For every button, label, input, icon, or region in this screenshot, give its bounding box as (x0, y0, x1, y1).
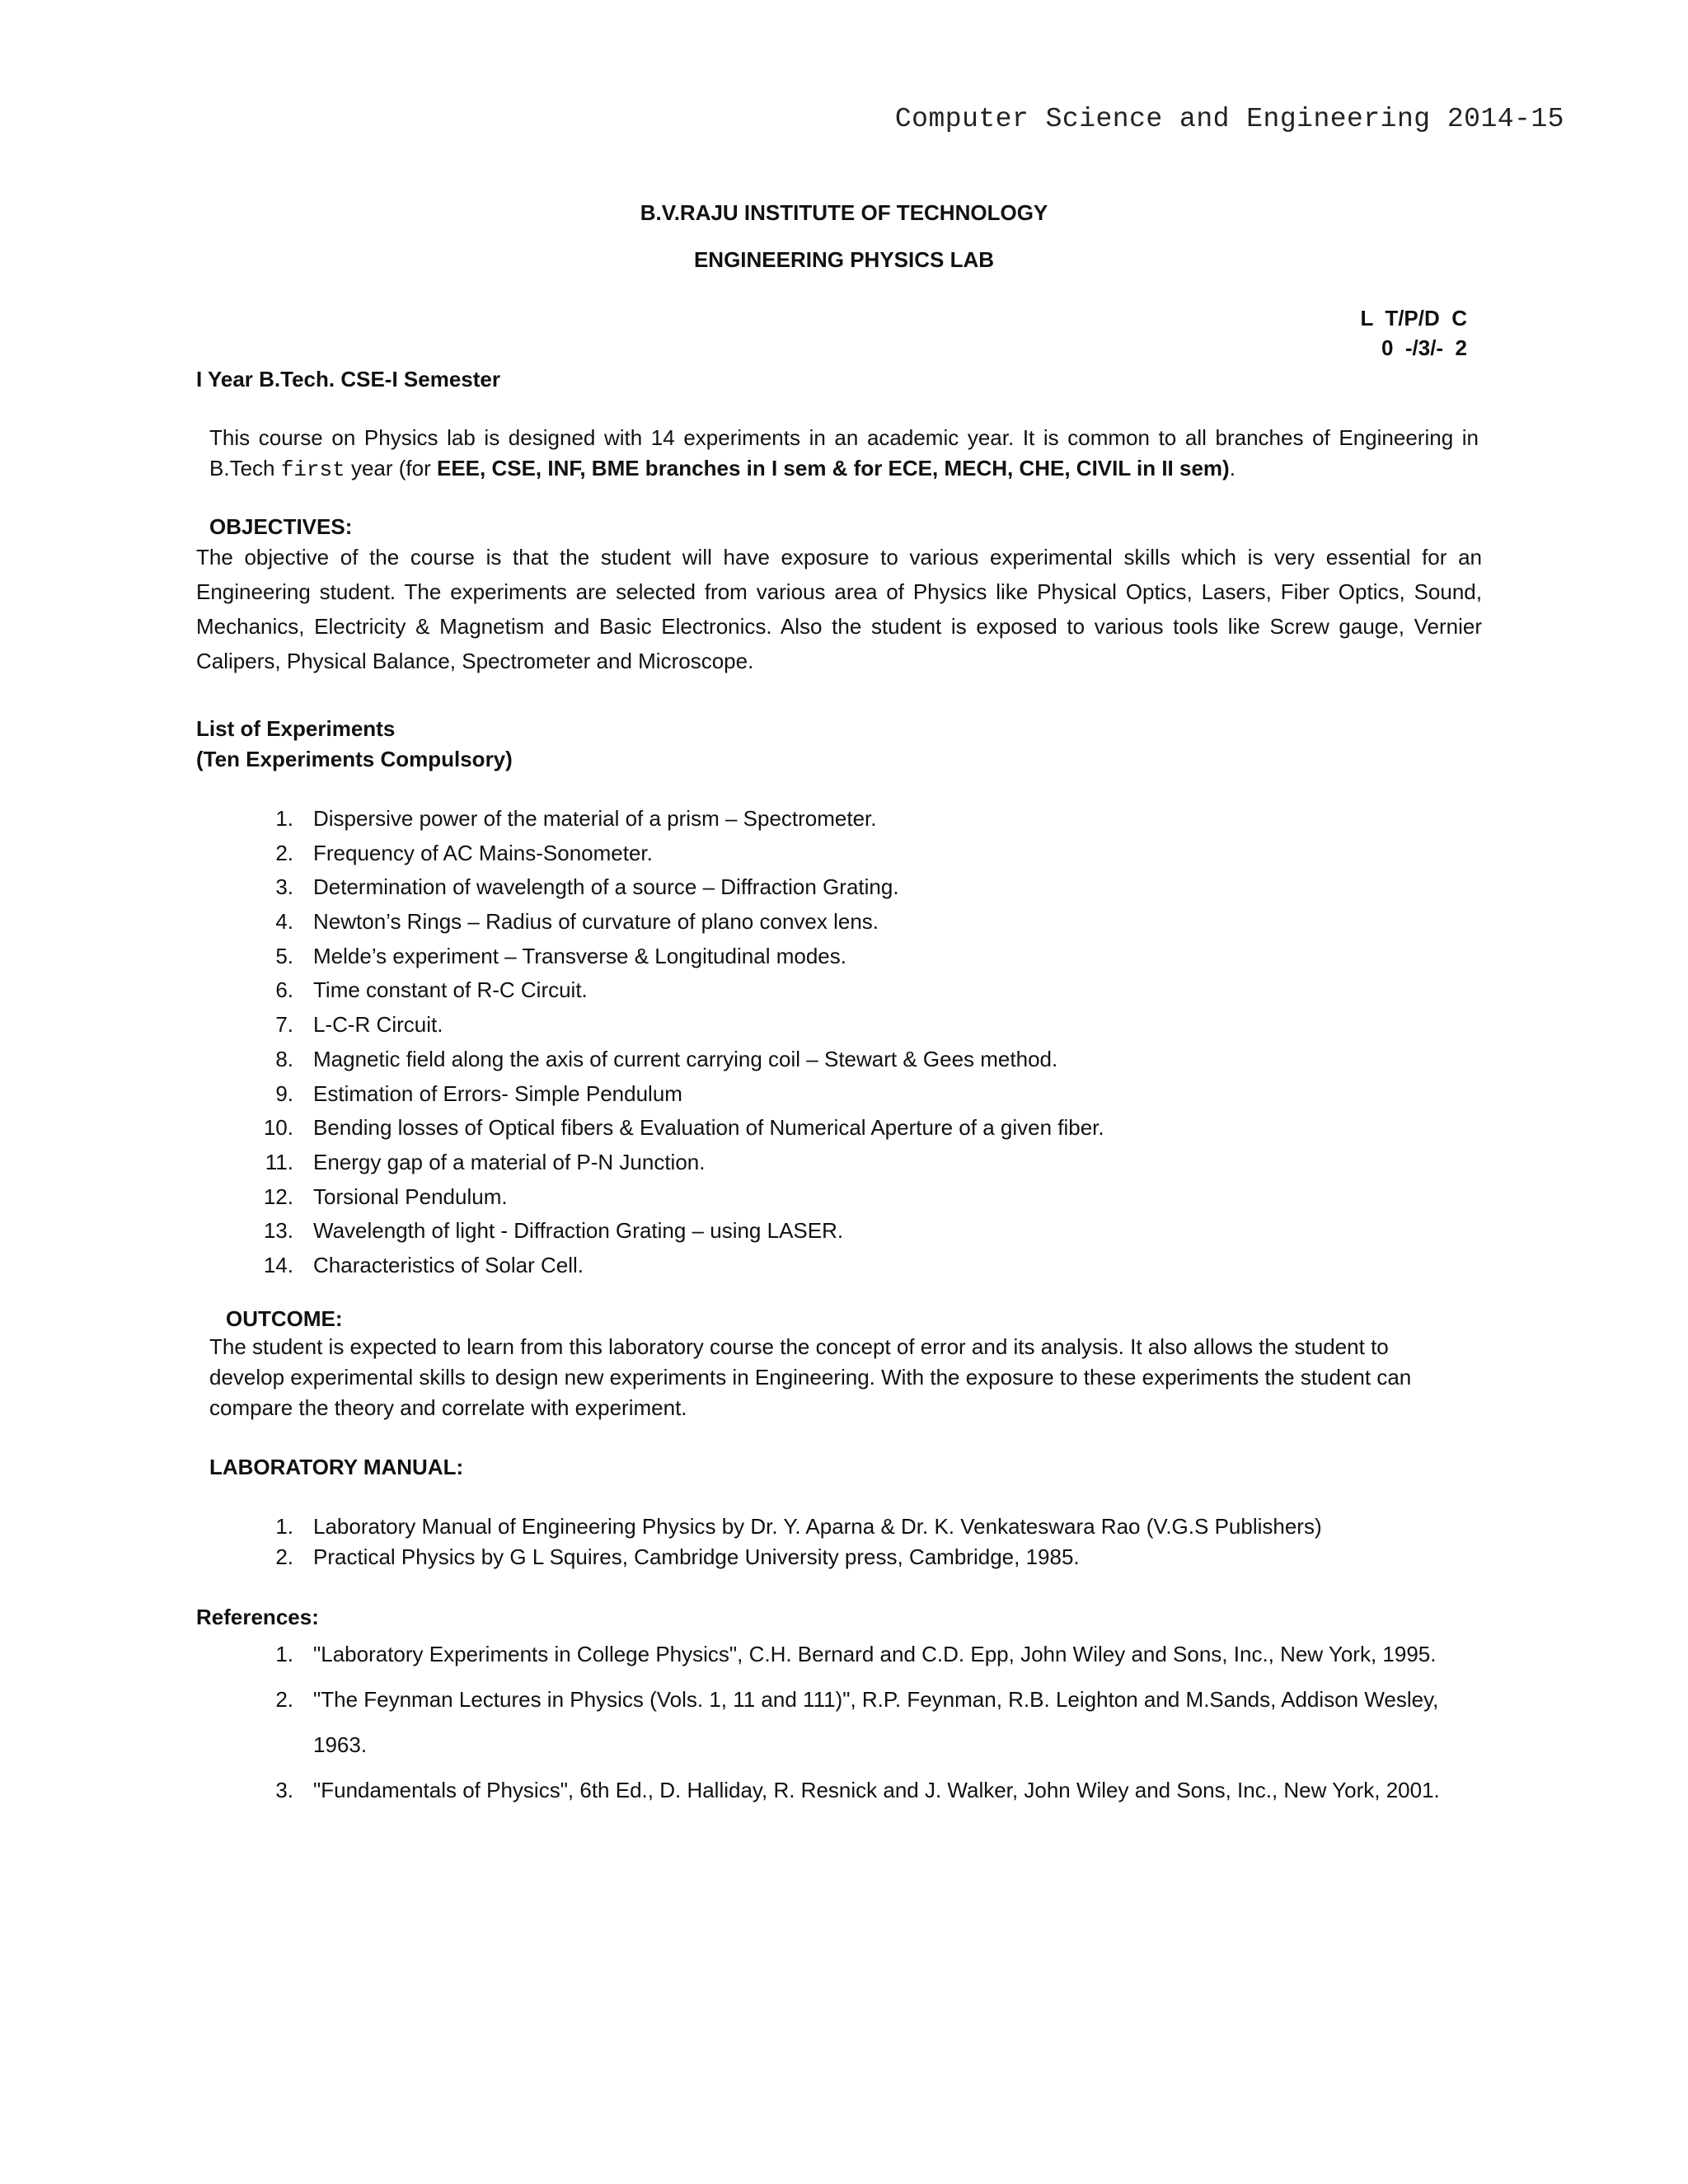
item-text: Newton’s Rings – Radius of curvature of plano convex lens. (313, 909, 879, 935)
experiments-heading (196, 714, 513, 775)
item-text: Energy gap of a material of P-N Junction. (313, 1149, 706, 1174)
objectives-text: The objective of the course is that the student will have exposure to various experimental skills which is very essential for an Engineering student. The experiments are selected from various area of Physics like Physical Optics, Lasers, Fiber Optics, Sound, Mechanics, Electricity & Magnetism and Basic Electronics. Also the student is exposed to various tools like Screw gauge, Vernier Calipers, Physical Balance, Spectrometer and Microscope. (196, 545, 1482, 673)
item-text: Determination of wavelength of a source – Diffraction Grating. (313, 874, 899, 900)
list-item (239, 870, 1104, 905)
manual-list (239, 1511, 1322, 1572)
item-number: 9. (275, 1080, 293, 1106)
manual-heading: LABORATORY MANUAL: (209, 1455, 464, 1479)
list-item (239, 1511, 1322, 1542)
item-number: 5. (275, 943, 293, 968)
list-item (239, 1249, 1104, 1283)
intro-text: This course on Physics lab is designed with 14 experiments in an academic year. It is common to all branches of Engineering in B.Tech (209, 425, 1479, 480)
item-text: Laboratory Manual of Engineering Physics by Dr. Y. Aparna & Dr. K. Venkateswara Rao (V.G.S Publishers) (313, 1514, 1322, 1539)
item-number: 10. (263, 1115, 293, 1141)
item-text: Bending losses of Optical fibers & Evaluation of Numerical Aperture of a given fiber. (313, 1115, 1104, 1141)
list-item (239, 1043, 1104, 1077)
item-number: 2. (275, 1544, 293, 1569)
intro-text-2: year (for (345, 456, 437, 480)
list-item (239, 802, 1104, 837)
item-text: "Laboratory Experiments in College Physics", C.H. Bernard and C.D. Epp, John Wiley and Sons, Inc., New York, 1995. (313, 1642, 1437, 1666)
list-item (239, 1632, 1475, 1677)
item-text: "Fundamentals of Physics", 6th Ed., D. Halliday, R. Resnick and J. Walker, John Wiley and Sons, Inc., New York, 2001. (313, 1778, 1440, 1802)
item-text: Magnetic field along the axis of current carrying coil – Stewart & Gees method. (313, 1046, 1058, 1071)
list-item (239, 1077, 1104, 1112)
item-text: Wavelength of light - Diffraction Grating – using LASER. (313, 1218, 844, 1244)
credits-table (1360, 303, 1467, 363)
item-number: 12. (263, 1183, 293, 1209)
item-number: 11. (265, 1149, 293, 1174)
outcome-heading: OUTCOME: (226, 1306, 343, 1331)
item-text: Estimation of Errors- Simple Pendulum (313, 1080, 682, 1106)
list-item (239, 1214, 1104, 1249)
item-number: 4. (275, 909, 293, 935)
list-item (239, 940, 1104, 974)
item-text: "The Feynman Lectures in Physics (Vols. 1, 11 and 111)", R.P. Feynman, R.B. Leighton and M.Sands, Addison Wesley, 1963. (313, 1687, 1439, 1757)
list-item (239, 1180, 1104, 1215)
list-item (239, 905, 1104, 940)
list-item (239, 1146, 1104, 1180)
item-number: 1. (275, 1642, 293, 1666)
references-heading: References: (196, 1605, 319, 1629)
experiment-list (239, 802, 1104, 1283)
references-list (239, 1632, 1475, 1813)
item-number: 8. (275, 1046, 293, 1071)
item-number: 14. (263, 1252, 293, 1277)
credits-labels: L T/P/D C (1360, 306, 1467, 330)
list-item (239, 1111, 1104, 1146)
intro-paragraph (209, 423, 1479, 485)
item-text: Torsional Pendulum. (313, 1183, 508, 1209)
list-item (239, 1768, 1475, 1813)
institute-title: B.V.RAJU INSTITUTE OF TECHNOLOGY (640, 200, 1048, 225)
item-number: 6. (275, 977, 293, 1003)
lab-title: ENGINEERING PHYSICS LAB (693, 247, 995, 272)
item-number: 1. (275, 1514, 293, 1539)
intro-end: . (1229, 456, 1236, 480)
experiments-title: List of Experiments (196, 716, 396, 741)
item-text: Melde’s experiment – Transverse & Longitudinal modes. (313, 943, 846, 968)
item-text: L-C-R Circuit. (313, 1012, 443, 1038)
item-number: 7. (275, 1012, 293, 1038)
item-number: 2. (275, 840, 293, 865)
item-text: Dispersive power of the material of a prism – Spectrometer. (313, 806, 877, 831)
list-item (239, 1677, 1475, 1768)
credits-values: 0 -/3/- 2 (1381, 335, 1467, 360)
list-item (239, 1008, 1104, 1043)
list-item (239, 1542, 1322, 1572)
experiments-subtitle: (Ten Experiments Compulsory) (196, 747, 513, 771)
item-number: 1. (275, 806, 293, 831)
intro-branches: EEE, CSE, INF, BME branches in I sem & for ECE, MECH, CHE, CIVIL in II sem) (436, 456, 1230, 480)
item-text: Characteristics of Solar Cell. (313, 1252, 584, 1277)
list-item (239, 837, 1104, 871)
item-text: Frequency of AC Mains-Sonometer. (313, 840, 653, 865)
item-number: 3. (275, 1778, 293, 1802)
semester-label: I Year B.Tech. CSE-I Semester (196, 367, 500, 391)
item-text: Practical Physics by G L Squires, Cambridge University press, Cambridge, 1985. (313, 1544, 1080, 1569)
objectives-heading: OBJECTIVES: (209, 514, 353, 539)
list-item (239, 973, 1104, 1008)
item-text: Time constant of R-C Circuit. (313, 977, 588, 1003)
item-number: 2. (275, 1687, 293, 1712)
item-number: 13. (263, 1218, 293, 1244)
outcome-text: The student is expected to learn from this laboratory course the concept of error and its analysis. It also allows the student to develop experimental skills to design new experiments in Engineering. With the exposure to these experiments the student can compare the theory and correlate with experiment. (209, 1334, 1412, 1420)
page-header: Computer Science and Engineering 2014-15 (894, 104, 1564, 134)
intro-mono-word: first (280, 457, 345, 482)
item-number: 3. (275, 874, 293, 900)
